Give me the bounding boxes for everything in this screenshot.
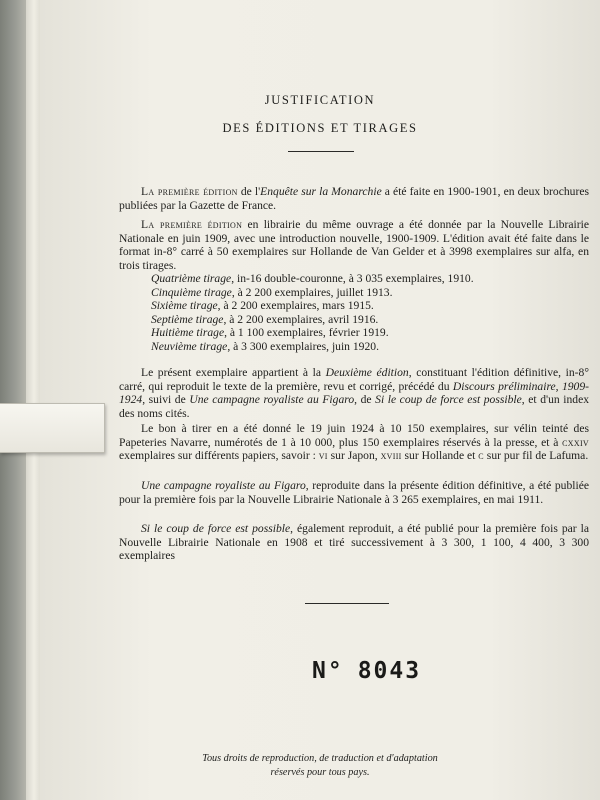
rights-notice-line2: réservés pour tous pays. <box>270 767 370 778</box>
list-item: Quatrième tirage, in-16 double-couronne, à 3 035 exemplaires, 1910. <box>151 272 474 285</box>
italic-title: Enquête sur la Monarchie <box>260 185 382 198</box>
number-prefix: N° <box>312 658 344 684</box>
copy-number-value: 8043 <box>357 658 422 684</box>
paragraph-coup-de-force: Si le coup de force est possible, également reproduit, a été publié pour la première fois par la Nouvelle Librairie Nationale en 1908 et tiré successivement à 3 300, 1 100, 4 400, 3 300 exemplaires <box>119 522 589 563</box>
small-caps-text: La première édition <box>141 185 238 198</box>
paragraph-library-edition <box>119 218 589 272</box>
copy-number <box>312 658 421 684</box>
title-divider <box>288 151 354 152</box>
paper-bookmark <box>0 403 105 453</box>
paragraph-print-run: Le bon à tirer en a été donné le 19 juin 1924 à 10 150 exemplaires, sur vélin teinté des Papeteries Navarre, numérotés de 1 à 10 000, plus 150 exemplaires réservés à la presse, et à cxxiv exemplaires sur différents papiers, savoir : vi sur Japon, xviii sur Hollande et c sur pur fil de Lafuma. <box>119 422 589 463</box>
paragraph-first-edition <box>119 185 589 212</box>
printings-list <box>151 272 474 354</box>
page-title: JUSTIFICATION <box>264 93 376 107</box>
rights-notice-line1: Tous droits de reproduction, de traduction et d'adaptation <box>202 753 438 764</box>
page-subtitle: DES ÉDITIONS ET TIRAGES <box>222 121 418 135</box>
text-run: a été faite en 1900-1901, en deux brochures publiées par la Gazette de France. <box>119 185 589 212</box>
section-divider <box>305 603 389 604</box>
paragraph-present-copy: Le présent exemplaire appartient à la Deuxième édition, constituant l'édition définitive, in-8° carré, qui reproduit le texte de la première, revu et corrigé, précédé du Discours préliminaire, 1909-1924, suivi de Une campagne royaliste au Figaro, de Si le coup de force est possible, et d'un index des noms cités. <box>119 366 590 420</box>
list-item: Septième tirage, à 2 200 exemplaires, avril 1916. <box>151 312 379 326</box>
text-run: de l' <box>237 185 261 198</box>
list-item: Cinquième tirage, à 2 200 exemplaires, juillet 1913. <box>151 285 393 299</box>
paragraph-figaro: Une campagne royaliste au Figaro, reproduite dans la présente édition définitive, a été publiée pour la première fois par la Nouvelle Librairie Nationale à 3 265 exemplaires, en mai 1911. <box>119 479 589 506</box>
list-item: Neuvième tirage, à 3 300 exemplaires, juin 1920. <box>151 339 379 353</box>
list-item: Sixième tirage, à 2 200 exemplaires, mars 1915. <box>151 299 374 313</box>
book-page <box>40 0 600 800</box>
small-caps-text: La première édition <box>141 218 243 231</box>
list-item: Huitième tirage, à 1 100 exemplaires, février 1919. <box>151 326 389 340</box>
text-run: en librairie du même ouvrage a été donnée par la Nouvelle Librairie Nationale en juin 1909, avec une introduction nouvelle, 1900-1909. L'édition avait été faite dans le format in-8° carré à 50 exemplaires sur Hollande de Van Gelder et à 3998 exemplaires sur alfa, en trois tirages. <box>119 218 589 272</box>
